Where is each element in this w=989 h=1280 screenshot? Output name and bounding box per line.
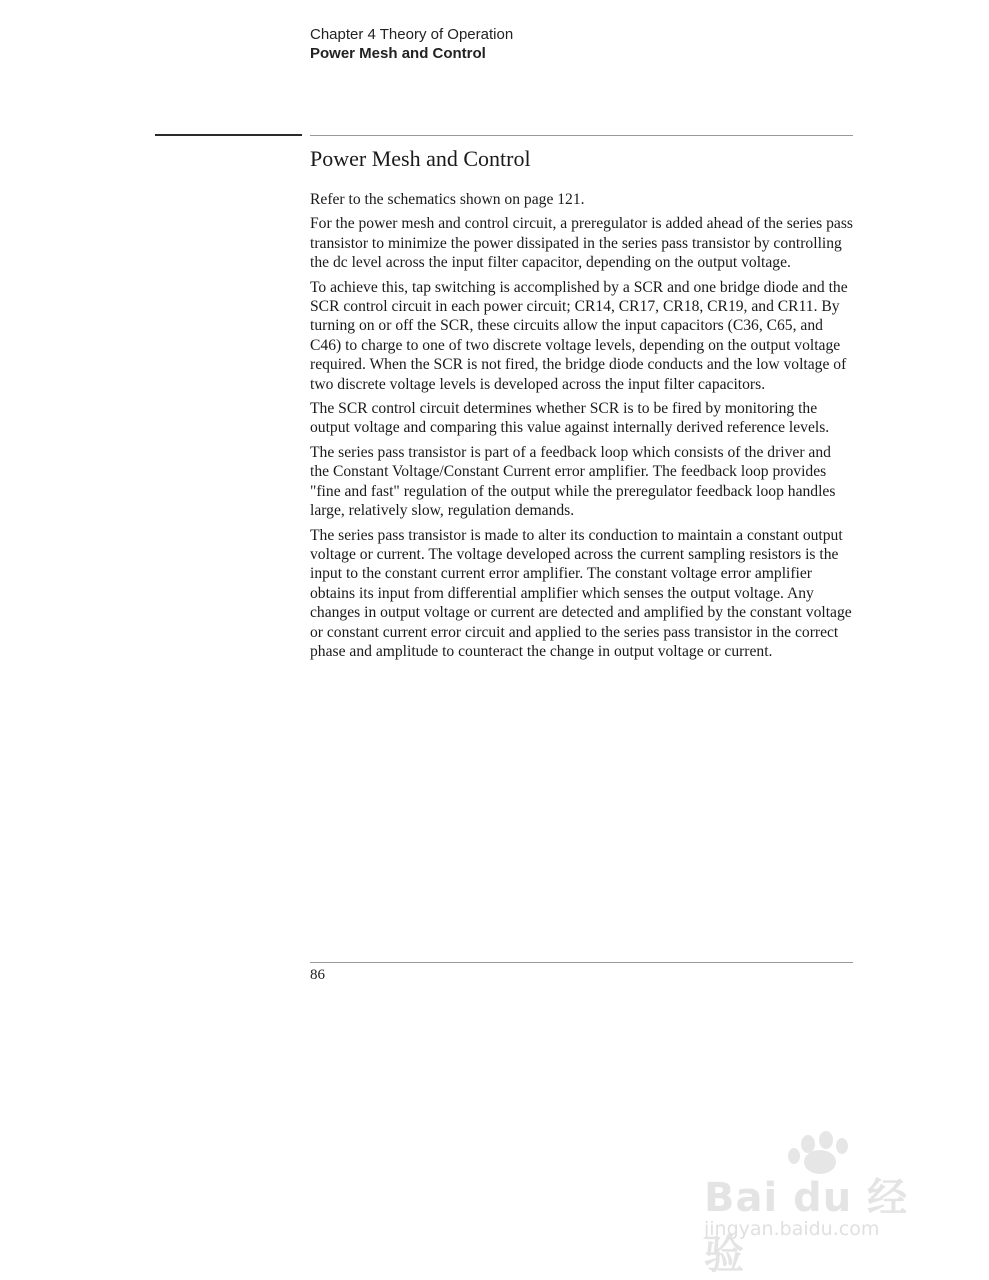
- paragraph-2: For the power mesh and control circuit, a preregulator is added ahead of the series pass transistor to minimize the power dissipated in the series pass transistor by controlling the dc level across the input filter capacitor, depending on the output voltage.: [310, 215, 853, 272]
- paragraph-4: The SCR control circuit determines whether SCR is to be fired by monitoring the output voltage and comparing this value against internally derived reference levels.: [310, 400, 830, 437]
- section-rule-right: [310, 135, 853, 136]
- paragraph-6: The series pass transistor is made to alter its conduction to maintain a constant output voltage or current. The voltage developed across the current sampling resistors is the input to the constant current error amplifier. The constant voltage error amplifier obtains its input from differential amplifier which senses the output voltage. Any changes in output voltage or current are detected and amplified by the constant voltage or constant current error circuit and applied to the series pass transistor in the correct phase and amplitude to counteract the change in output voltage or current.: [310, 526, 852, 660]
- watermark: [700, 1130, 940, 1278]
- paragraph-3: To achieve this, tap switching is accomplished by a SCR and one bridge diode and the SCR control circuit in each power circuit; CR14, CR17, CR18, CR19, and CR11. By turning on or off the SCR, these circuits allow the input capacitors (C36, C65, and C46) to charge to one of two discrete voltage levels, depending on the output voltage required. When the SCR is not fired, the bridge diode conducts and the low voltage of two discrete voltage levels is developed across the input filter capacitors.: [310, 278, 848, 393]
- watermark-brand: Bai du 经验: [704, 1175, 909, 1278]
- footer-rule: [310, 962, 853, 963]
- watermark-url: jingyan.baidu.com: [704, 1218, 880, 1240]
- paragraph-1: Refer to the schematics shown on page 121.: [310, 191, 585, 208]
- page-number: 86: [310, 967, 325, 983]
- section-rule-left: [155, 134, 302, 136]
- chapter-heading: Chapter 4 Theory of Operation: [310, 26, 514, 43]
- section-heading: Power Mesh and Control: [310, 45, 486, 62]
- page-title: Power Mesh and Control: [310, 146, 531, 171]
- body-text: [310, 190, 853, 666]
- running-header: [310, 25, 513, 63]
- paragraph-5: The series pass transistor is part of a feedback loop which consists of the driver and the Constant Voltage/Constant Current error amplifier. The feedback loop provides "fine and fast" regulation of the output while the preregulator feedback loop handles large, relatively slow, regulation demands.: [310, 443, 836, 520]
